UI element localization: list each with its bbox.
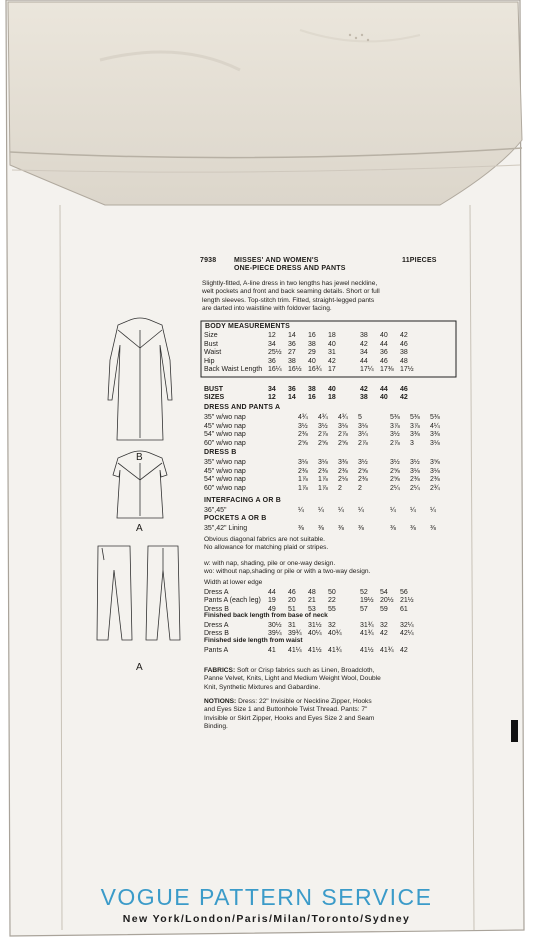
row-value: 34 xyxy=(360,349,368,357)
row-value: 40¼ xyxy=(308,630,322,638)
row-label: Dress B xyxy=(204,630,229,638)
fabrics-label: FABRICS: xyxy=(204,667,236,674)
edge-marker xyxy=(511,720,518,742)
row-value: 42 xyxy=(380,630,388,638)
row-value: ¼ xyxy=(358,507,364,514)
row-value: 31 xyxy=(288,622,296,629)
row-value: 2 xyxy=(338,484,342,492)
table-row xyxy=(204,524,466,533)
row-label: Bust xyxy=(204,340,219,348)
table-row xyxy=(204,646,466,655)
row-value: 36 xyxy=(380,349,388,357)
row-value: 3⅛ xyxy=(430,467,440,475)
row-value: 32 xyxy=(380,622,388,629)
row-value: 40 xyxy=(380,332,388,339)
row-label: 60" w/wo nap xyxy=(204,484,246,492)
body-measurements-title: BODY MEASUREMENTS xyxy=(205,323,290,330)
note-line: Obvious diagonal fabrics are not suitable. xyxy=(204,536,325,543)
row-value: 40 xyxy=(380,394,388,401)
row-value: 20½ xyxy=(380,597,394,605)
fabrics-line: Panne Velvet, Knits, Light and Medium Weight Wool, Double xyxy=(204,675,381,683)
row-value: 14 xyxy=(288,332,296,339)
row-label: 54" w/wo nap xyxy=(204,476,246,484)
row-value: 18 xyxy=(328,332,336,339)
row-value: 41¾ xyxy=(360,630,374,638)
row-value: 38 xyxy=(308,340,316,348)
row-label: Pants A xyxy=(204,647,229,654)
row-value: 2⅞ xyxy=(390,439,400,447)
row-value: 3¼ xyxy=(358,431,368,439)
row-value: 3 xyxy=(410,439,414,447)
row-value: 46 xyxy=(400,340,408,348)
row-value: 48 xyxy=(308,589,316,596)
row-value: 46 xyxy=(400,386,408,393)
row-value: 39¼ xyxy=(268,630,282,638)
row-value: 41¾ xyxy=(380,647,394,654)
row-value: 3⅛ xyxy=(410,467,420,475)
row-value: 3⅝ xyxy=(430,459,440,466)
row-value: 41¼ xyxy=(288,647,302,654)
row-value: 2¾ xyxy=(430,484,440,492)
row-value: 2⅞ xyxy=(358,439,368,447)
row-value: 42 xyxy=(400,394,408,401)
row-value: 38 xyxy=(308,386,316,393)
row-value: 4¾ xyxy=(318,414,328,421)
row-value: ¼ xyxy=(430,507,436,514)
view-a-dress-label: A xyxy=(136,523,143,534)
nap-note-line: w: with nap, shading, pile or one-way design. xyxy=(204,560,336,567)
fabrics-line: Soft or Crisp fabrics such as Linen, Broadcloth, xyxy=(236,667,375,674)
row-value: 21 xyxy=(308,597,316,605)
row-value: 2⅛ xyxy=(338,476,348,484)
row-value: ¼ xyxy=(410,507,416,514)
row-label: 60" w/wo nap xyxy=(204,439,246,447)
row-value: 44 xyxy=(360,357,368,365)
row-value: 42 xyxy=(360,386,368,393)
row-value: 41¾ xyxy=(328,647,342,654)
row-value: 38 xyxy=(400,349,408,357)
row-value: 22 xyxy=(328,597,336,605)
footer-cities: New York/London/Paris/Milan/Toronto/Sydney xyxy=(122,913,411,925)
row-value: 3⅜ xyxy=(410,431,420,439)
row-value: 42 xyxy=(360,340,368,348)
notions-label: NOTIONS: xyxy=(204,698,237,705)
row-value: 42 xyxy=(400,332,408,339)
row-label: 36",45" xyxy=(204,507,227,514)
footer-title: VOGUE PATTERN SERVICE xyxy=(100,884,433,910)
row-value: 18 xyxy=(328,394,336,401)
row-value: 55 xyxy=(328,605,336,613)
row-value: 2⅜ xyxy=(410,476,420,484)
row-value: 17¼ xyxy=(360,366,374,374)
row-value: 2⅝ xyxy=(338,439,348,447)
row-value: 59 xyxy=(380,605,388,613)
row-value: 38 xyxy=(360,332,368,339)
row-label: Dress B xyxy=(204,605,229,613)
width-lower-edge-title: Width at lower edge xyxy=(204,579,263,586)
dress-pants-a-title: DRESS AND PANTS A xyxy=(204,404,281,411)
notions-line: and Eyes Size 1 and Buttonhole Twist Thread. Pants: 7" xyxy=(204,706,368,714)
row-value: 53 xyxy=(308,605,316,613)
row-value: 19½ xyxy=(360,597,374,605)
row-value: 2⅝ xyxy=(390,467,400,475)
row-value: 29 xyxy=(308,349,316,357)
row-value: 16 xyxy=(308,332,316,339)
row-value: 44 xyxy=(268,589,276,596)
row-value: 3⅛ xyxy=(318,459,328,466)
row-label: Pants A (each leg) xyxy=(204,597,261,605)
row-label: 45" w/wo nap xyxy=(204,422,246,430)
row-value: 40 xyxy=(328,340,336,348)
row-value: 4¾ xyxy=(298,414,308,421)
nap-note-line: wo: without nap,shading or pile or with a two-way design. xyxy=(204,568,371,576)
row-value: 3⅛ xyxy=(298,459,308,466)
row-value: 56 xyxy=(400,589,408,596)
row-value: 4¼ xyxy=(430,422,440,430)
row-value: ⅜ xyxy=(338,525,344,532)
row-value: 2⅜ xyxy=(318,467,328,475)
row-value: 42¼ xyxy=(400,630,414,638)
pattern-header xyxy=(200,257,470,277)
row-label: 45" w/wo nap xyxy=(204,467,246,475)
nap-notes xyxy=(204,560,469,577)
view-b-label: B xyxy=(136,452,143,463)
pattern-title-line2: ONE-PIECE DRESS AND PANTS xyxy=(234,265,346,272)
row-value: 5⅜ xyxy=(430,414,440,421)
row-value: ⅜ xyxy=(298,525,304,532)
row-value: 49 xyxy=(268,605,276,613)
description-line: length sleeves. Top-stitch trim. Fitted, straight-legged pants xyxy=(202,296,375,304)
row-value: 38 xyxy=(360,394,368,401)
row-value: 19 xyxy=(268,597,276,605)
row-value: ¼ xyxy=(390,507,396,514)
pattern-pieces: 11PIECES xyxy=(402,257,437,264)
row-value: ⅜ xyxy=(390,525,396,532)
row-value: 5⅜ xyxy=(390,414,400,421)
row-value: 21½ xyxy=(400,597,414,605)
row-value: 40 xyxy=(308,357,316,365)
row-value: 2⅜ xyxy=(298,431,308,439)
row-value: 14 xyxy=(288,394,296,401)
row-value: 2 xyxy=(358,484,362,492)
row-label: Size xyxy=(204,332,218,339)
row-value: 34 xyxy=(268,340,276,348)
row-value: 3½ xyxy=(318,422,328,430)
row-value: 2⅜ xyxy=(338,467,348,475)
row-value: 16¾ xyxy=(308,366,322,374)
row-value: 2⅝ xyxy=(318,439,328,447)
row-value: 2¼ xyxy=(390,484,400,492)
row-value: 36 xyxy=(268,357,276,365)
view-a-pants-label: A xyxy=(136,662,143,673)
row-label: 35" w/wo nap xyxy=(204,459,246,466)
table-row xyxy=(204,484,466,493)
row-value: 2⅜ xyxy=(430,476,440,484)
row-value: 3½ xyxy=(358,459,368,466)
row-value: 3⅞ xyxy=(390,422,400,430)
back-length-title: Finished back length from base of neck xyxy=(204,612,328,619)
row-value: 40¾ xyxy=(328,630,342,638)
row-value: 20 xyxy=(288,597,296,605)
notions-line: Dress: 22" Invisible or Neckline Zipper, Hooks xyxy=(238,698,372,705)
description xyxy=(202,280,467,314)
row-value: 12 xyxy=(268,332,276,339)
row-value: 2⅝ xyxy=(390,476,400,484)
description-line: Slightly-fitted, A-line dress in two lengths has jewel neckline, xyxy=(202,280,378,287)
row-value: 39¾ xyxy=(288,630,302,638)
row-value: 12 xyxy=(268,394,276,401)
row-value: 1⅞ xyxy=(318,484,328,492)
row-value: 1⅞ xyxy=(298,476,308,484)
description-line: welt pockets and front and back seaming details. Short or full xyxy=(202,288,380,296)
row-value: 52 xyxy=(360,589,368,596)
row-value: 51 xyxy=(288,605,296,613)
row-value: 36 xyxy=(288,386,296,393)
row-value: 40 xyxy=(328,386,336,393)
row-value: 2⅞ xyxy=(318,431,328,439)
fabrics-section xyxy=(204,667,470,692)
row-value: ⅜ xyxy=(318,525,324,532)
row-value: 41½ xyxy=(308,647,322,654)
side-length-title: Finished side length from waist xyxy=(204,637,303,644)
row-value: 2⅝ xyxy=(358,467,368,475)
row-value: 36 xyxy=(288,340,296,348)
row-value: 3⅛ xyxy=(338,422,348,430)
row-value: 31 xyxy=(328,349,336,357)
row-value: 46 xyxy=(288,589,296,596)
notions-line: Invisible or Skirt Zipper, Hooks and Eyes Size 2 and Seam xyxy=(204,714,375,722)
row-value: 44 xyxy=(380,386,388,393)
row-value: 38 xyxy=(288,357,296,365)
row-value: 16 xyxy=(308,394,316,401)
row-value: 42 xyxy=(400,647,408,654)
row-value: 50 xyxy=(328,589,336,596)
row-value: 3½ xyxy=(410,459,420,466)
row-value: 44 xyxy=(380,340,388,348)
row-value: 5 xyxy=(358,414,362,421)
row-label: Waist xyxy=(204,349,222,357)
row-value: 31½ xyxy=(308,622,322,629)
fabric-notes xyxy=(204,536,464,553)
row-value: 41½ xyxy=(360,647,374,654)
notions-line: Binding. xyxy=(204,723,228,731)
pattern-number: 7938 xyxy=(200,257,217,264)
row-value: 30½ xyxy=(268,622,282,629)
row-value: 3⅜ xyxy=(338,459,348,466)
row-value: 2⅜ xyxy=(358,476,368,484)
row-value: ¼ xyxy=(298,507,304,514)
row-label: 54" w/wo nap xyxy=(204,431,246,439)
table-row xyxy=(204,393,466,402)
row-value: ¼ xyxy=(338,507,344,514)
row-value: 3⅜ xyxy=(430,431,440,439)
row-value: 61 xyxy=(400,605,408,613)
table-row xyxy=(204,365,466,374)
row-value: 3⅛ xyxy=(430,439,440,447)
row-value: 5⅜ xyxy=(410,414,420,421)
notions-section xyxy=(204,698,470,732)
table-row xyxy=(204,439,466,448)
row-value: 17½ xyxy=(400,366,414,374)
row-value: 3⅛ xyxy=(358,422,368,430)
row-value: 32¼ xyxy=(400,622,414,629)
envelope-flap xyxy=(8,2,522,205)
table-row xyxy=(204,506,466,515)
row-value: 17 xyxy=(328,366,336,374)
row-value: 57 xyxy=(360,605,368,613)
row-label: 35" w/wo nap xyxy=(204,414,246,421)
row-value: 2⅜ xyxy=(298,467,308,475)
description-line: are darted into waistline with foldover facing. xyxy=(202,305,332,313)
note-line: No allowance for matching plaid or stripes. xyxy=(204,544,329,552)
row-value: 27 xyxy=(288,349,296,357)
row-value: ⅜ xyxy=(430,525,436,532)
row-value: 46 xyxy=(380,357,388,365)
row-label: Dress A xyxy=(204,622,229,629)
dress-b-title: DRESS B xyxy=(204,449,237,456)
row-value: ¼ xyxy=(318,507,324,514)
row-value: 3½ xyxy=(390,459,400,466)
row-label: Dress A xyxy=(204,589,229,596)
row-value: 2¼ xyxy=(410,484,420,492)
row-label: Hip xyxy=(204,357,215,365)
row-value: 1⅞ xyxy=(318,476,328,484)
row-label: 35",42" Lining xyxy=(204,525,248,532)
row-value: 54 xyxy=(380,589,388,596)
row-value: ⅜ xyxy=(358,525,364,532)
row-value: 42 xyxy=(328,357,336,365)
row-label: BUST xyxy=(204,386,224,393)
row-label: Back Waist Length xyxy=(204,366,263,374)
row-value: 1⅞ xyxy=(298,484,308,492)
row-value: 25½ xyxy=(268,349,282,357)
row-value: 2⅞ xyxy=(338,431,348,439)
row-label: SIZES xyxy=(204,394,225,401)
row-value: 41 xyxy=(268,647,276,654)
pattern-title-line1: MISSES' AND WOMEN'S xyxy=(234,257,319,264)
row-value: ⅜ xyxy=(410,525,416,532)
row-value: 3⅞ xyxy=(410,422,420,430)
row-value: 2⅝ xyxy=(298,439,308,447)
fabrics-line: Knit, Synthetic Mixtures and Gabardine. xyxy=(204,683,321,691)
row-value: 32 xyxy=(328,622,336,629)
row-value: 48 xyxy=(400,357,408,365)
row-value: 34 xyxy=(268,386,276,393)
row-value: 3½ xyxy=(298,422,308,430)
row-value: 17⅜ xyxy=(380,366,394,374)
row-value: 3½ xyxy=(390,431,400,439)
row-value: 16¼ xyxy=(268,366,282,374)
row-value: 16½ xyxy=(288,366,302,374)
row-value: 4¾ xyxy=(338,414,348,421)
pockets-title: POCKETS A OR B xyxy=(204,515,267,522)
interfacing-title: INTERFACING A OR B xyxy=(204,497,281,504)
row-value: 31¾ xyxy=(360,622,374,629)
